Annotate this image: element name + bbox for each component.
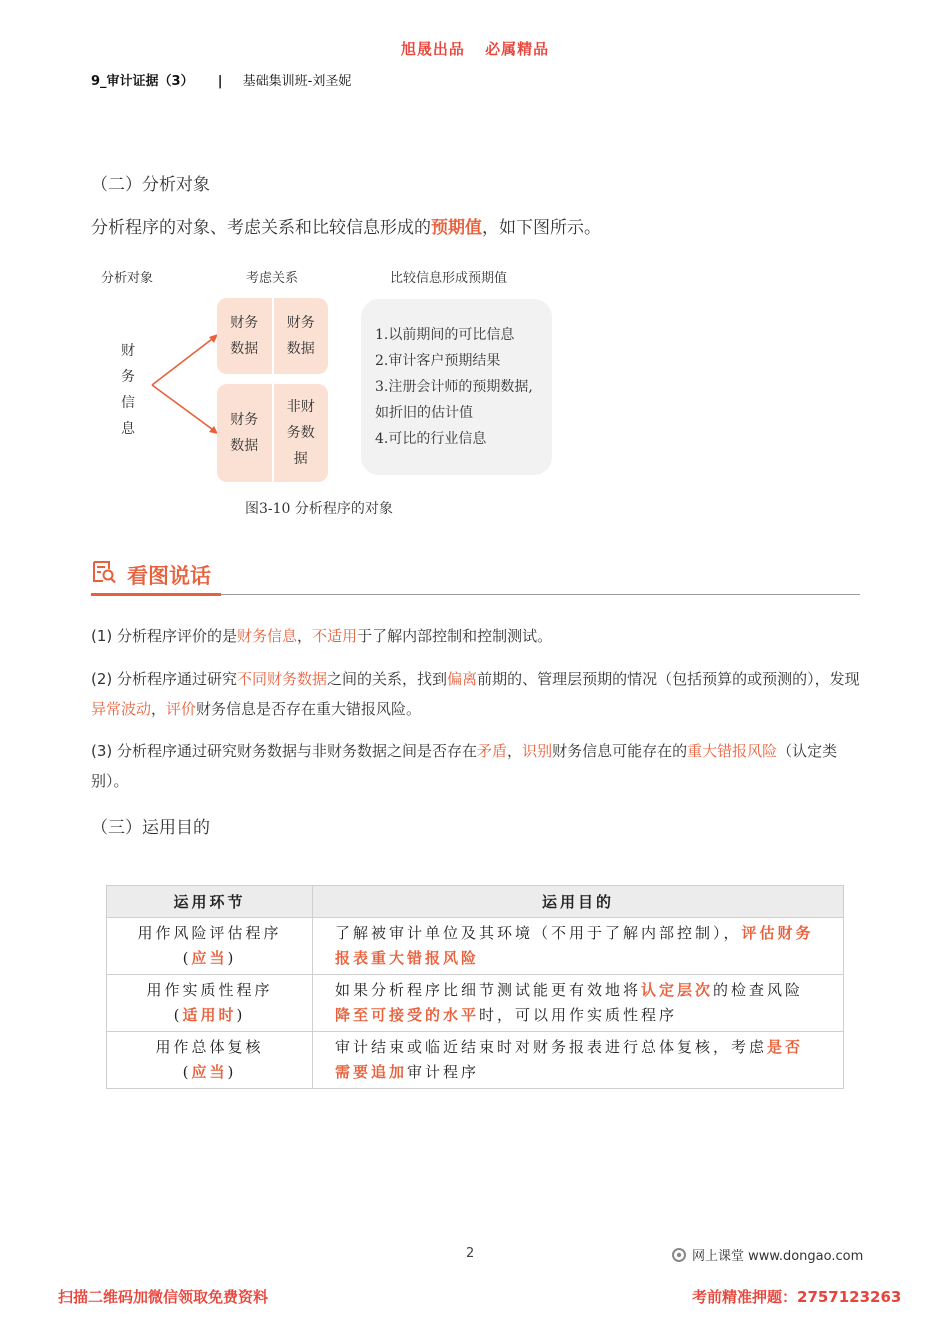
header-separator: | <box>217 74 223 89</box>
table-row <box>107 975 844 1032</box>
text: 财务信息是否存在重大错报风险。 <box>196 700 422 718</box>
purpose-table <box>106 885 844 1089</box>
highlight: 认定层次 <box>641 981 714 999</box>
box-text: 非财 <box>286 399 315 415</box>
arrow-down-line <box>152 385 216 432</box>
section-heading-analysis-object: （二）分析对象 <box>91 175 210 195</box>
course-name: 基础集训班-刘圣妮 <box>242 74 352 89</box>
diagram-col-label-object: 分析对象 <box>101 271 154 286</box>
purpose-cell <box>313 918 844 975</box>
branch-arrows <box>148 330 223 440</box>
brand-logo-icon <box>672 1248 686 1262</box>
box-text: 数据 <box>286 341 315 357</box>
table-row <box>107 1032 844 1089</box>
stage-note-text: 适用时 <box>182 1006 237 1024</box>
highlight: 评估财务报表重大错报风险 <box>335 924 814 967</box>
text: （认定类别）。 <box>91 742 838 790</box>
box-text: 数据 <box>230 341 259 357</box>
stage-cell <box>107 1032 313 1089</box>
stage-note-text: 应当 <box>191 1063 228 1081</box>
section-heading-purpose: （三）运用目的 <box>91 818 210 838</box>
diagram-col-label-relation: 考虑关系 <box>246 271 299 286</box>
highlight: 不同财务数据 <box>237 670 328 688</box>
purpose-cell <box>313 1032 844 1089</box>
compare-item: 如折旧的估计值 <box>375 405 473 421</box>
vert-char: 务 <box>121 369 135 385</box>
box-cell <box>272 384 329 482</box>
highlight: 降至可接受的水平 <box>335 1006 480 1024</box>
box-text: 数据 <box>230 438 259 454</box>
purpose-cell <box>313 975 844 1032</box>
promo-right: 考前精准押题：2757123263 <box>692 1288 902 1306</box>
text: ， <box>151 700 167 718</box>
stage-note: (应当) <box>182 949 237 967</box>
relation-box-financial <box>217 298 328 374</box>
highlight: 偏离 <box>447 670 478 688</box>
stage-cell <box>107 975 313 1032</box>
relation-box-nonfinancial <box>217 384 328 482</box>
talk-paragraph-3 <box>91 736 863 796</box>
page-number: 2 <box>466 1246 475 1261</box>
text: (1) 分析程序评价的是 <box>91 627 238 645</box>
talk-paragraph-1 <box>91 621 863 651</box>
chapter-title: 9_审计证据（3） <box>91 74 194 89</box>
title-underline <box>91 593 221 596</box>
compare-item: 2.审计客户预期结果 <box>375 353 501 369</box>
text: ， <box>507 742 523 760</box>
talk-paragraph-2 <box>91 664 863 724</box>
stage-note: (适用时) <box>173 1006 246 1024</box>
arrow-up-line <box>152 336 216 385</box>
compare-item: 3.注册会计师的预期数据, <box>375 379 533 395</box>
intro-highlight: 预期值 <box>431 218 482 238</box>
text: ， <box>297 627 313 645</box>
box-text: 财务 <box>230 412 259 428</box>
table-header-row <box>107 886 844 918</box>
stage-text: 用作总体复核 <box>155 1038 264 1056</box>
talk-section-title <box>91 558 860 595</box>
text: 财务信息可能存在的 <box>552 742 688 760</box>
brand-text: 网上课堂 www.dongao.com <box>692 1249 864 1264</box>
expected-value-box <box>361 299 552 475</box>
compare-item: 1.以前期间的可比信息 <box>375 327 515 343</box>
text: 了解被审计单位及其环境（不用于了解内部控制）， <box>335 924 742 942</box>
vert-char: 信 <box>121 395 135 411</box>
text: 前期的、管理层预期的情况（包括预算的或预测的），发现 <box>477 670 860 688</box>
promo-left: 扫描二维码加微信领取免费资料 <box>58 1288 269 1306</box>
financial-info-label <box>120 338 136 442</box>
box-cell <box>217 298 272 374</box>
text: 如果分析程序比细节测试能更有效地将 <box>335 981 642 999</box>
text: 于了解内部控制和控制测试。 <box>357 627 553 645</box>
footer-brand <box>672 1245 863 1264</box>
highlight: 重大错报风险 <box>687 742 778 760</box>
stage-text: 用作实质性程序 <box>146 981 273 999</box>
intro-paragraph <box>91 213 601 238</box>
intro-text: 分析程序的对象、考虑关系和比较信息形成的 <box>91 218 431 238</box>
highlight: 是否需要追加 <box>335 1038 804 1081</box>
table-row <box>107 918 844 975</box>
top-banner <box>0 38 950 59</box>
highlight: 识别 <box>522 742 553 760</box>
box-text: 务数 <box>286 425 315 441</box>
stage-cell <box>107 918 313 975</box>
text: (3) 分析程序通过研究财务数据与非财务数据之间是否存在 <box>91 742 478 760</box>
text: 之间的关系，找到 <box>327 670 448 688</box>
vert-char: 财 <box>121 343 135 359</box>
text: (2) 分析程序通过研究 <box>91 670 238 688</box>
document-search-icon <box>91 560 117 584</box>
box-text: 财务 <box>230 315 259 331</box>
figure-caption: 图3-10 分析程序的对象 <box>245 501 393 517</box>
text: 审计程序 <box>407 1063 480 1081</box>
compare-item: 4.可比的行业信息 <box>375 431 487 447</box>
stage-note-text: 应当 <box>191 949 228 967</box>
highlight: 不适用 <box>312 627 358 645</box>
header-purpose: 运用目的 <box>313 886 844 918</box>
diagram-col-label-expected: 比较信息形成预期值 <box>390 271 508 286</box>
document-header <box>91 70 351 89</box>
talk-title: 看图说话 <box>127 564 211 588</box>
highlight: 评价 <box>166 700 197 718</box>
banner-right: 必属精品 <box>485 40 550 58</box>
highlight: 异常波动 <box>91 700 152 718</box>
header-stage: 运用环节 <box>107 886 313 918</box>
text: 审计结束或临近结束时对财务报表进行总体复核，考虑 <box>335 1038 768 1056</box>
stage-note: (应当) <box>182 1063 237 1081</box>
box-text: 财务 <box>286 315 315 331</box>
highlight: 财务信息 <box>237 627 298 645</box>
text: 时，可以用作实质性程序 <box>479 1006 678 1024</box>
box-cell <box>217 384 272 482</box>
box-text: 据 <box>293 451 308 467</box>
vert-char: 息 <box>121 421 135 437</box>
stage-text: 用作风险评估程序 <box>137 924 282 942</box>
banner-left: 旭晟出品 <box>400 40 465 58</box>
text: 的检查风险 <box>713 981 804 999</box>
intro-text-end: ，如下图所示。 <box>482 218 601 238</box>
highlight: 矛盾 <box>477 742 508 760</box>
box-cell <box>272 298 329 374</box>
